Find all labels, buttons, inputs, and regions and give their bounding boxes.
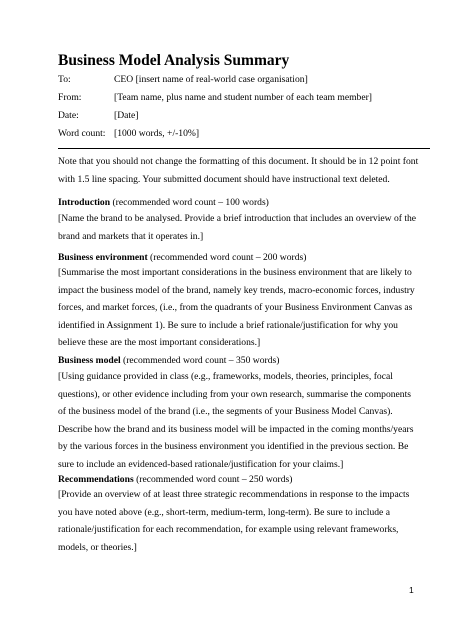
recommendations-heading (58, 474, 292, 485)
body-line: by the various forces in the business environment you identified in the previous section. Be (58, 441, 409, 452)
body-line: sure to include an evidenced-based rationale/justification for your claims.] (58, 458, 344, 470)
body-line: [Provide an overview of at least three strategic recommendations in response to the impacts (58, 489, 410, 500)
body-line: of the business model of the brand (i.e., the segments of your Business Model Canvas). (58, 406, 393, 417)
body-line: [Name the brand to be analysed. Provide a brief introduction that includes an overview of the (58, 213, 417, 224)
memo-word-count-label: Word count: (58, 128, 106, 139)
page-number: 1 (409, 585, 414, 595)
body-line: impact the business model of the brand, namely key trends, macro-economic forces, industry (58, 284, 415, 296)
memo-to-value: CEO [insert name of real-world case organisation] (114, 74, 308, 85)
introduction-body (58, 210, 434, 245)
introduction-heading (58, 197, 269, 208)
section-word-count: (recommended word count – 350 words) (120, 355, 280, 366)
business-model-body (58, 368, 434, 473)
memo-word-count-value: [1000 words, +/-10%] (114, 128, 200, 139)
business-environment-body (58, 264, 434, 352)
section-word-count: (recommended word count – 200 words) (147, 252, 307, 263)
header-divider (58, 148, 430, 149)
body-line: Describe how the brand and its business model will be impacted in the coming months/years (58, 423, 414, 435)
section-title: Business model (58, 355, 121, 366)
section-title: Introduction (58, 197, 111, 208)
body-line: questions), or other evidence including from your own research, summarise the components (58, 388, 412, 400)
memo-from-label: From: (58, 92, 82, 103)
business-environment-heading (58, 252, 306, 263)
business-model-heading (58, 355, 279, 366)
section-title: Recommendations (58, 474, 134, 485)
body-line: identified in Assignment 1). Be sure to include a brief rationale/justification for why you (58, 319, 398, 331)
memo-to-row (58, 74, 308, 85)
recommendations-body (58, 486, 434, 556)
formatting-note (58, 153, 434, 188)
section-word-count: (recommended word count – 250 words) (133, 474, 293, 485)
body-line: you have noted above (e.g., short-term, medium-term, long-term). Be sure to include a (58, 506, 390, 518)
note-line: Note that you should not change the formatting of this document. It should be in 12 point font (58, 156, 419, 167)
body-line: forces, and market forces, (i.e., from the quadrants of your Business Environment Canvas as (58, 302, 413, 313)
section-title: Business environment (58, 252, 148, 263)
body-line: [Summarise the most important considerations in the business environment that are likely to (58, 267, 412, 278)
body-line: believe these are the most important considerations.] (58, 337, 261, 348)
memo-date-value: [Date] (114, 110, 139, 121)
body-line: brand and markets that it operates in.] (58, 230, 204, 242)
body-line: models, or theories.] (58, 541, 137, 553)
body-line: rationale/justification for each recommendation, for example using relevant frameworks, (58, 524, 399, 535)
memo-date-row (58, 110, 139, 121)
memo-from-row (58, 92, 372, 103)
body-line: [Using guidance provided in class (e.g., frameworks, models, theories, principles, focal (58, 371, 393, 382)
note-line: with 1.5 line spacing. Your submitted document should have instructional text deleted. (58, 173, 390, 185)
memo-word-count-row (58, 128, 199, 139)
memo-date-label: Date: (58, 110, 79, 121)
document-title: Business Model Analysis Summary (58, 52, 290, 69)
memo-to-label: To: (58, 74, 71, 85)
section-word-count: (recommended word count – 100 words) (110, 197, 269, 208)
memo-from-value: [Team name, plus name and student number of each team member] (114, 92, 372, 103)
